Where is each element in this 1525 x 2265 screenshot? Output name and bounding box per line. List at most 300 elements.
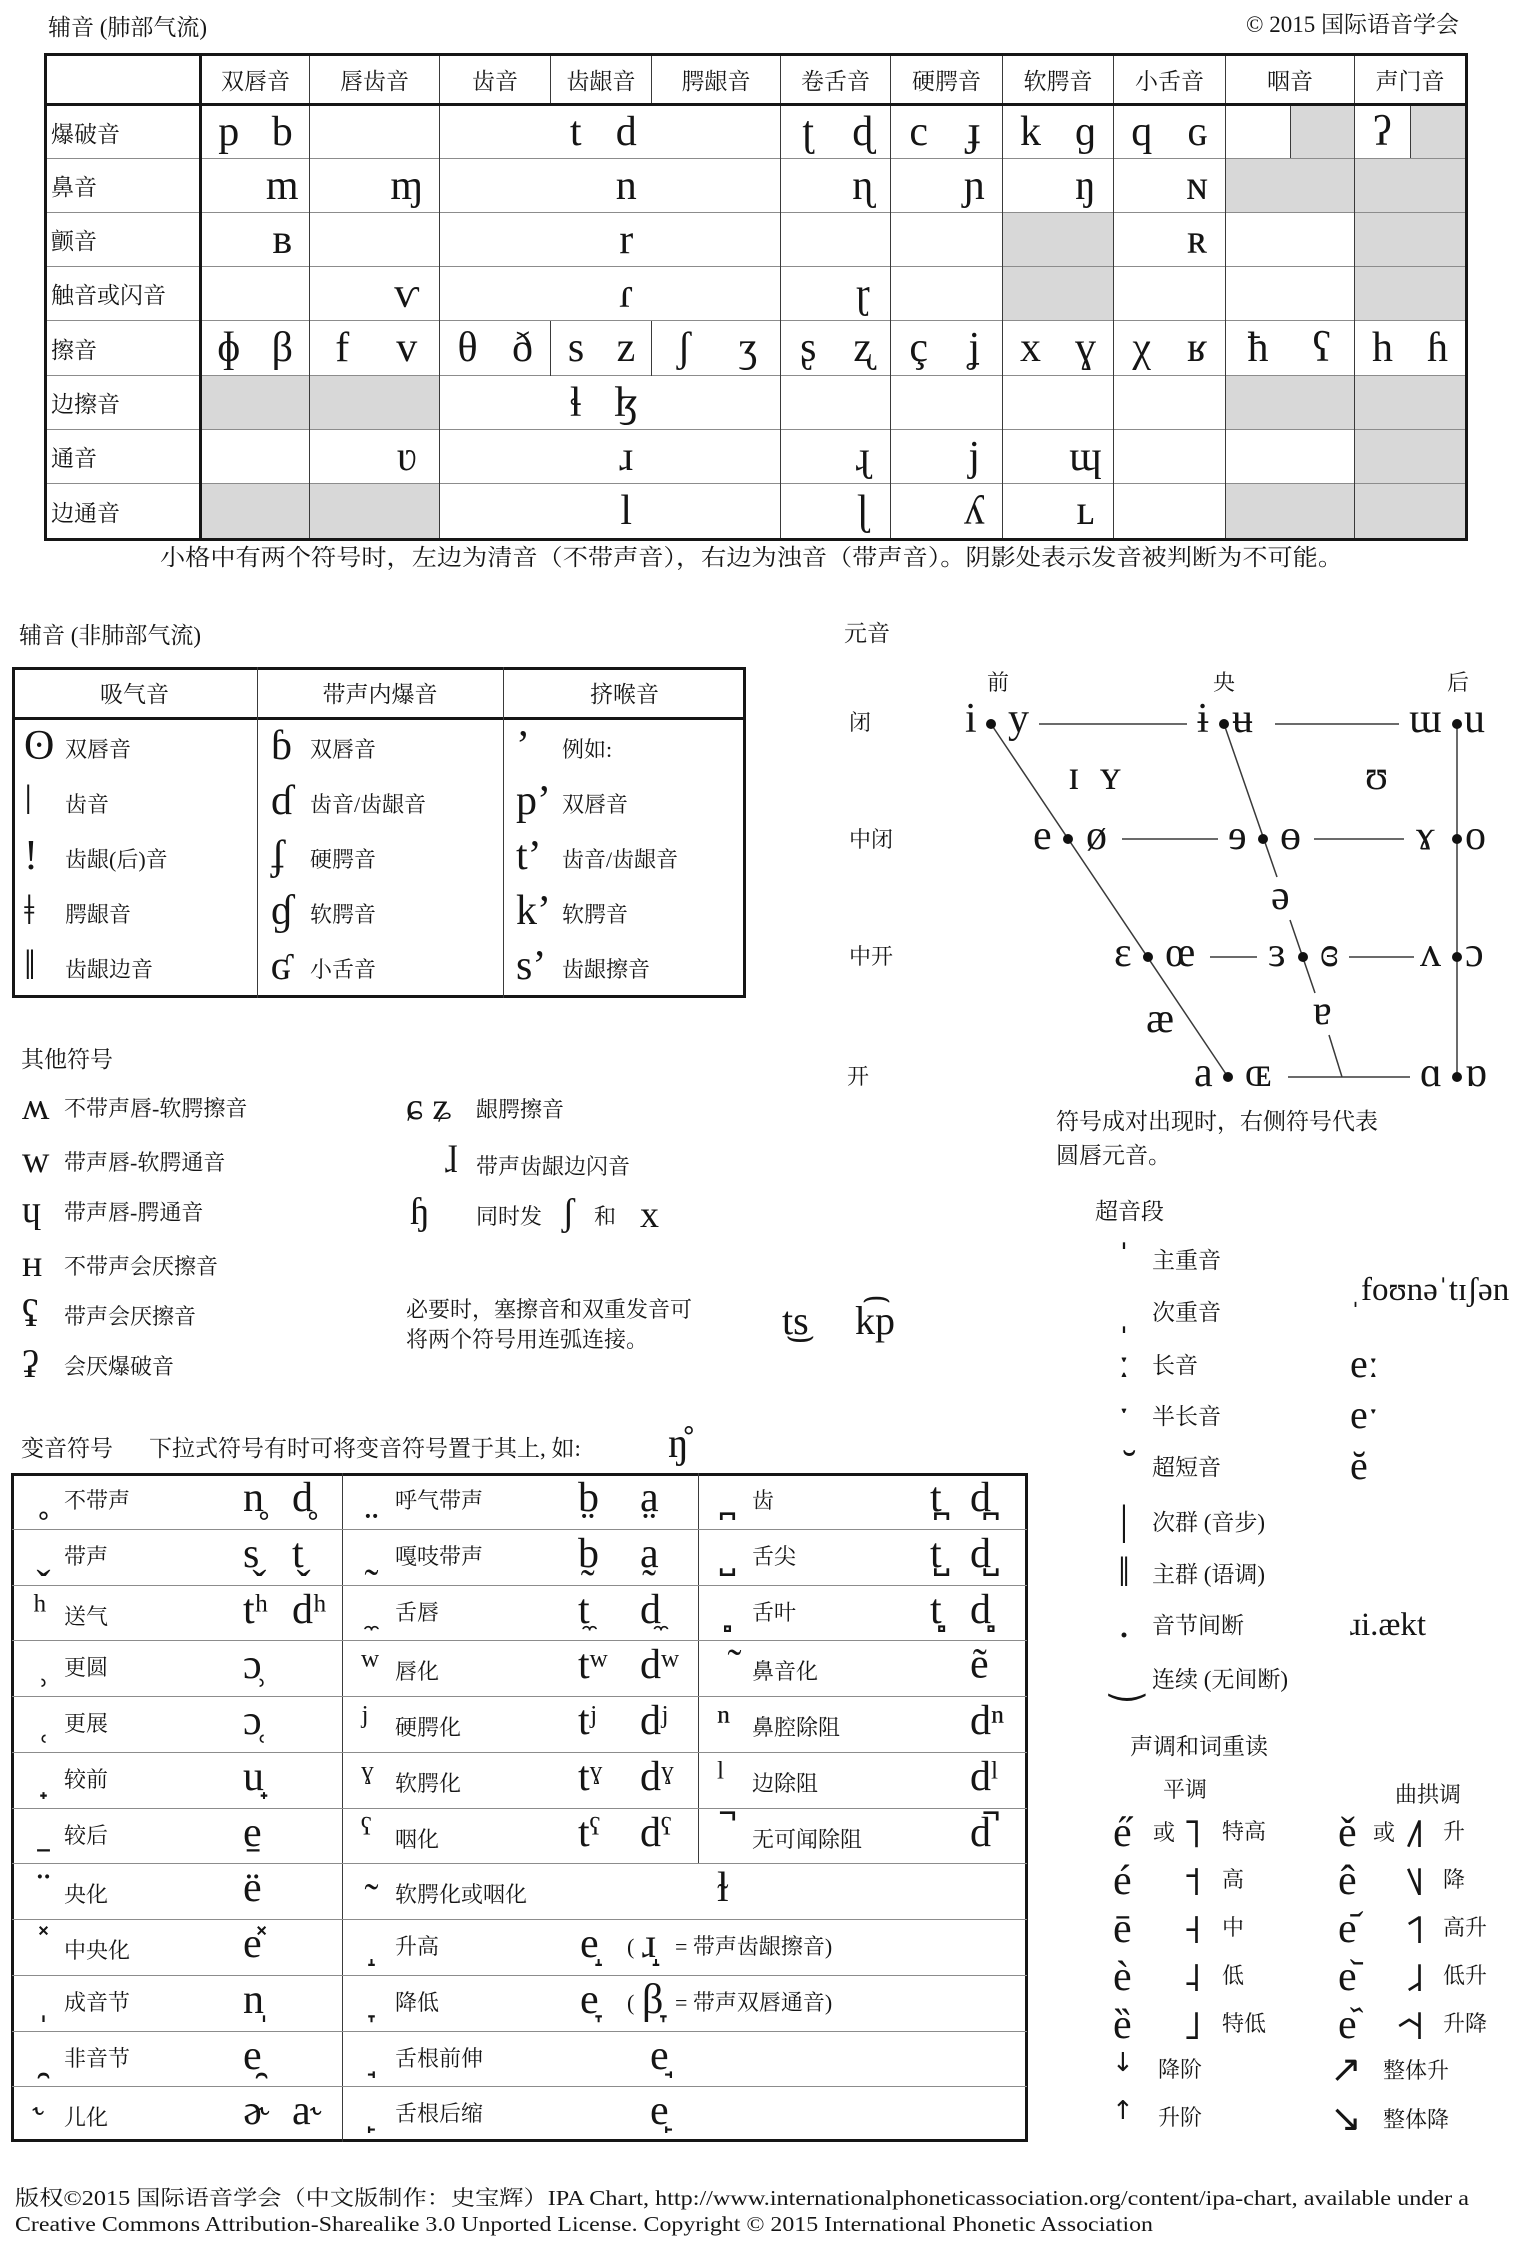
cell-halves — [1355, 430, 1465, 483]
non-pulmonic-label: 齿音 — [65, 792, 110, 817]
diacritic-example: b̤ — [578, 1475, 599, 1521]
non-pulmonic-symbol: ʄ — [271, 833, 285, 879]
cell-halves — [551, 321, 651, 375]
backness-label-back: 后 — [1447, 670, 1470, 695]
diacritic-example: a˞ — [292, 2088, 325, 2135]
non-pulmonic-label: 齿龈擦音 — [562, 957, 651, 982]
diacritic-mark: ̘ — [361, 2032, 372, 2079]
diacritic-mark: ̤ — [361, 1475, 372, 1521]
suprasegmental-mark: ˑ — [1118, 1392, 1130, 1438]
voiced-consonant: ɲ — [963, 162, 985, 209]
consonant-cell — [1003, 321, 1114, 376]
vowel-pair-dot — [1452, 719, 1462, 729]
voiceless-consonant — [1003, 430, 1058, 483]
column-divider — [698, 1473, 699, 1863]
impossible-articulation-cell — [1355, 484, 1467, 540]
diacritic-example: u̟ — [243, 1753, 264, 1800]
voiced-consonant — [495, 430, 550, 483]
tone-letter: ˦˥ — [1405, 1907, 1425, 1953]
voiced-consonant: ɦ — [1427, 325, 1448, 371]
cell-halves — [1226, 376, 1354, 429]
voiced-consonant — [256, 267, 310, 320]
diacritic-example: ɔ̜ — [243, 1698, 262, 1744]
voiceless-consonant: ʔ — [1372, 109, 1392, 155]
vowel-symbol: ɵ — [1280, 813, 1301, 859]
row-divider — [12, 1863, 1027, 1864]
diacritic-example: n̥ — [243, 1475, 264, 1521]
tone-letter: ˥˩ — [1405, 1859, 1425, 1905]
voiceless-consonant — [891, 376, 947, 429]
global-fall-arrow-icon: ↘ — [1330, 2096, 1362, 2140]
vowel-symbol: o — [1465, 813, 1486, 859]
manner-of-articulation-label: 颤音 — [46, 213, 201, 267]
vowel-symbol: ʏ — [1100, 753, 1121, 799]
diacritic-label: 舌根前伸 — [395, 2045, 484, 2071]
voiced-consonant: ɾ — [619, 270, 634, 317]
consonant-cell — [1226, 213, 1355, 267]
row-divider — [12, 2031, 1027, 2032]
suprasegmental-mark: ˌ — [1117, 1288, 1131, 1334]
vowel-symbol: ɘ — [1228, 813, 1247, 859]
vowel-symbol: ɞ — [1320, 930, 1339, 976]
cell-halves — [551, 430, 652, 483]
voiced-consonant: ɭ — [856, 488, 869, 534]
suprasegmental-label: 长音 — [1152, 1353, 1198, 1378]
cell-halves — [1114, 106, 1225, 158]
other-symbol-label: 龈腭擦音 — [476, 1097, 565, 1122]
voiced-consonant — [947, 213, 1003, 266]
tone-letter: ˧˦˧ — [1395, 2003, 1425, 2049]
voiceless-consonant — [652, 430, 716, 483]
consonant-cell — [652, 430, 781, 484]
non-pulmonic-label: 例如: — [562, 737, 613, 762]
voiceless-consonant — [652, 159, 716, 212]
cell-halves — [1355, 321, 1465, 375]
column-divider — [503, 667, 504, 998]
diacritic-label: 送气 — [64, 1603, 109, 1629]
tie-bar-example: t͜s — [782, 1298, 809, 1343]
voiceless-consonant — [1114, 159, 1170, 212]
impossible-articulation-cell — [1003, 267, 1114, 321]
cell-halves — [1355, 213, 1465, 266]
voiced-consonant — [1170, 267, 1226, 320]
cell-halves — [1355, 376, 1465, 429]
non-pulmonic-symbol: kʼ — [516, 888, 551, 934]
consonant-cell — [201, 159, 310, 213]
height-label-open: 开 — [847, 1064, 870, 1089]
row-divider — [12, 1529, 1027, 1530]
diacritic-mark: ʲ — [361, 1698, 368, 1744]
consonant-cell — [891, 105, 1003, 159]
manner-of-articulation-label: 触音或闪音 — [46, 267, 201, 321]
voiced-consonant — [375, 484, 440, 538]
consonant-cell — [310, 267, 440, 321]
diacritic-label: 嘎吱带声 — [395, 1543, 484, 1569]
non-pulmonic-symbol: ʼ — [516, 723, 530, 769]
voiceless-consonant — [440, 484, 495, 538]
voiceless-consonant — [202, 376, 256, 429]
voiceless-consonant: ç — [909, 325, 929, 371]
voiceless-consonant — [1114, 430, 1170, 483]
voiceless-consonant — [891, 430, 947, 483]
cell-halves — [202, 213, 309, 266]
diacritic-mark: ̠ — [33, 1809, 44, 1856]
voiced-consonant — [716, 376, 780, 429]
diacritic-example: t̻ — [930, 1586, 942, 1633]
voiceless-consonant: χ — [1132, 325, 1152, 371]
impossible-articulation-cell — [1355, 430, 1467, 484]
non-pulmonic-label: 腭龈音 — [65, 902, 132, 927]
cell-halves — [781, 213, 890, 266]
diacritic-mark: ̪ — [717, 1475, 728, 1521]
diacritic-mark: ̃ — [717, 1642, 728, 1689]
voiced-consonant: j — [968, 433, 981, 480]
diacritic-example: dʰ — [292, 1586, 327, 1633]
voiced-consonant — [716, 106, 780, 158]
voiceless-consonant — [781, 267, 836, 320]
consonant-cell — [891, 213, 1003, 267]
diacritic-example: d̪ — [970, 1475, 991, 1521]
voiced-consonant — [947, 376, 1003, 429]
voiceless-consonant — [1355, 376, 1410, 429]
voiceless-consonant — [1226, 213, 1290, 266]
voiced-consonant — [1170, 430, 1226, 483]
diacritic-mark: ̙ — [361, 2088, 372, 2135]
diacritic-label: 央化 — [64, 1882, 109, 1908]
other-symbols-title: 其他符号 — [21, 1047, 113, 1072]
voiceless-consonant — [551, 213, 602, 266]
vowel-symbol: y — [1008, 696, 1029, 742]
consonant-cell — [1114, 267, 1226, 321]
vowel-pair-dot — [1223, 1072, 1233, 1082]
vowel-trapezoid — [940, 690, 1520, 1100]
cell-halves — [1003, 213, 1113, 266]
cell-halves — [1226, 430, 1354, 483]
cell-halves — [652, 159, 781, 212]
cell-halves — [652, 484, 781, 538]
non-pulmonic-symbol: ǂ — [24, 888, 35, 934]
suprasegmental-label: 主群 (语调) — [1152, 1562, 1266, 1587]
footer-license-line: Creative Commons Attribution-Sharealike 3.0 Unported License. Copyright © 2015 International Phonetic Association — [15, 2212, 1153, 2236]
voiceless-consonant: s — [567, 325, 585, 371]
consonant-cell — [201, 430, 310, 484]
voiceless-consonant: θ — [457, 325, 478, 371]
voiceless-consonant — [202, 267, 256, 320]
voiced-consonant — [1290, 430, 1354, 483]
voiced-consonant: ɢ — [1187, 109, 1207, 155]
voiceless-consonant — [891, 159, 947, 212]
cell-halves — [891, 484, 1002, 538]
voiceless-consonant — [551, 267, 602, 320]
voiced-consonant — [1290, 267, 1354, 320]
diacritic-note-symbol: β̞ — [642, 1976, 664, 2023]
voiceless-consonant — [781, 376, 836, 429]
non-pulmonic-label: 双唇音 — [562, 792, 629, 817]
vowel-symbol: a — [1194, 1050, 1213, 1096]
vowel-symbol: ɔ — [1465, 930, 1484, 976]
other-symbol: ʢ — [22, 1293, 39, 1335]
voiced-consonant: ʒ — [738, 325, 758, 371]
diacritic-mark: ̝ — [361, 1921, 372, 1967]
cell-halves — [202, 484, 309, 538]
row-divider — [12, 1975, 1027, 1976]
non-pulmonic-column-header: 带声内爆音 — [322, 681, 438, 707]
voiceless-consonant — [551, 430, 602, 483]
tie-bar-note-line: 必要时，塞擦音和双重发音可 — [406, 1297, 693, 1322]
consonant-cell — [652, 267, 781, 321]
voiceless-consonant — [652, 376, 716, 429]
consonant-cell — [781, 267, 891, 321]
place-of-articulation-header: 双唇音 — [201, 55, 310, 105]
voiceless-consonant — [310, 430, 375, 483]
other-symbol-conjunction: 和 — [594, 1204, 617, 1229]
cell-halves — [652, 213, 781, 266]
cell-halves — [310, 213, 439, 266]
voiceless-consonant: q — [1131, 109, 1153, 155]
cell-halves — [1355, 106, 1465, 158]
place-header — [46, 55, 1467, 105]
consonant-cell — [551, 267, 652, 321]
manner-row — [46, 213, 1467, 267]
voiced-consonant: ʐ — [853, 325, 873, 371]
voiceless-consonant — [781, 430, 836, 483]
voiceless-consonant — [1226, 106, 1290, 158]
voiced-consonant — [716, 484, 780, 538]
voiceless-consonant — [652, 213, 716, 266]
other-symbol-label: 同时发 — [476, 1204, 543, 1229]
diacritic-mark: ̬ — [33, 1530, 44, 1577]
column-divider — [257, 667, 258, 998]
voiced-consonant — [375, 213, 440, 266]
tone-letter: ˩˨ — [1405, 1955, 1425, 2001]
voiceless-consonant — [1355, 267, 1410, 320]
cell-halves — [891, 106, 1002, 158]
voiced-consonant — [1410, 484, 1465, 538]
voiceless-consonant: ɸ — [217, 325, 241, 371]
voiced-consonant — [1410, 430, 1465, 483]
tone-example: e᷈ — [1338, 2002, 1357, 2048]
consonant-cell — [652, 321, 781, 376]
consonant-cell — [1003, 105, 1114, 159]
diacritic-label: 儿化 — [64, 2105, 109, 2131]
cell-halves — [202, 430, 309, 483]
voiced-consonant — [495, 106, 550, 158]
voiceless-consonant — [781, 484, 836, 538]
voiced-consonant — [836, 213, 891, 266]
non-pulmonic-symbol: ɗ — [271, 778, 292, 824]
consonant-cell — [1226, 267, 1355, 321]
place-of-articulation-header: 硬腭音 — [891, 55, 1003, 105]
diacritic-example: ɚ — [243, 2088, 270, 2135]
non-pulmonic-symbol: tʼ — [516, 833, 542, 879]
consonant-cell — [551, 213, 652, 267]
cell-halves — [310, 267, 439, 320]
consonant-cell — [1003, 430, 1114, 484]
voiceless-consonant — [1003, 376, 1058, 429]
downstep-arrow-icon: ↓ — [1112, 2048, 1134, 2078]
cell-halves — [891, 430, 1002, 483]
suprasegmental-mark: . — [1118, 1601, 1130, 1647]
non-pulmonic-label: 双唇音 — [65, 737, 132, 762]
place-of-articulation-header: 软腭音 — [1003, 55, 1114, 105]
consonant-cell — [1003, 376, 1114, 430]
voiced-consonant: ʙ — [272, 216, 293, 263]
diacritic-example: tˠ — [578, 1753, 602, 1800]
voiced-consonant — [716, 430, 780, 483]
cell-halves — [1003, 376, 1113, 429]
cell-halves — [1226, 321, 1354, 375]
consonant-cell — [201, 267, 310, 321]
voiced-consonant — [1410, 213, 1465, 266]
tone-letter: ˨ — [1182, 1955, 1202, 2001]
diacritic-label: 较前 — [64, 1766, 109, 1792]
diacritic-example: tʰ — [243, 1586, 269, 1633]
voiceless-consonant — [1003, 484, 1058, 538]
height-label-open-mid: 中开 — [849, 944, 894, 969]
cell-halves — [440, 159, 551, 212]
diacritic-label: 舌根后缩 — [395, 2101, 484, 2127]
other-symbol: w — [22, 1139, 50, 1181]
suprasegmental-label: 超短音 — [1152, 1455, 1221, 1480]
voiced-consonant — [1290, 159, 1354, 212]
cell-halves — [1355, 159, 1465, 212]
header-corner — [46, 55, 201, 105]
vowel-note-line: 圆唇元音。 — [1056, 1143, 1171, 1168]
diacritic-label: 软腭化 — [395, 1770, 462, 1796]
voiced-consonant: r — [619, 216, 634, 263]
cell-halves — [781, 106, 890, 158]
voiced-consonant: ʀ — [1187, 216, 1208, 263]
tie-bar-example: k͡p — [855, 1298, 895, 1343]
tone-label: 特低 — [1222, 2011, 1267, 2036]
diacritic-example: n̩ — [243, 1976, 264, 2023]
voiceless-consonant — [1003, 213, 1058, 266]
cell-halves — [440, 213, 551, 266]
manner-row — [46, 376, 1467, 430]
tone-example: è — [1113, 1954, 1132, 2000]
cell-halves — [310, 106, 439, 158]
consonant-cell — [551, 321, 652, 376]
voiced-consonant: ʝ — [968, 325, 981, 371]
vowel-symbol: ɒ — [1465, 1050, 1487, 1096]
cell-halves — [1003, 267, 1113, 320]
diacritic-label: 更展 — [64, 1711, 109, 1736]
cell-halves — [1003, 106, 1113, 158]
vowel-symbol: ø — [1086, 813, 1107, 859]
voiceless-consonant: ʃ — [677, 325, 691, 371]
cell-halves — [551, 159, 652, 212]
non-pulmonic-label: 齿音/齿龈音 — [310, 792, 427, 817]
impossible-articulation-cell — [1226, 376, 1355, 430]
diacritic-note-text: = 带声双唇通音) — [675, 1989, 833, 2015]
voiced-consonant — [1170, 484, 1226, 538]
diacritic-example: e̠ — [243, 1809, 262, 1856]
diacritic-example: a̰ — [640, 1530, 659, 1577]
consonant-cell — [1114, 484, 1226, 540]
backness-label-central: 央 — [1213, 670, 1236, 695]
tone-label: 低 — [1222, 1963, 1245, 1988]
voiced-consonant — [1410, 376, 1465, 429]
vowel-symbol: ɨ — [1197, 696, 1209, 742]
diacritic-example: dˤ — [640, 1809, 672, 1856]
diacritic-note-open: ( — [627, 1989, 635, 2015]
copyright-notice: © 2015 国际语音学会 — [1246, 12, 1459, 37]
non-pulmonic-label: 双唇音 — [310, 737, 377, 762]
consonant-cell — [781, 484, 891, 540]
voiced-consonant: β — [271, 325, 293, 371]
diacritic-mark: ̚ — [717, 1809, 728, 1856]
consonant-cell — [781, 430, 891, 484]
non-pulmonic-title: 辅音 (非肺部气流) — [19, 623, 202, 648]
diacritic-mark: ̽ — [33, 1921, 44, 1967]
voiced-consonant: n — [615, 162, 637, 209]
row-divider — [12, 1808, 1027, 1809]
non-pulmonic-symbol: ʛ — [271, 943, 291, 989]
voiced-consonant: m — [265, 162, 299, 209]
voiceless-consonant — [1114, 213, 1170, 266]
vowel-symbol: ʉ — [1232, 696, 1253, 742]
consonant-cell — [1003, 484, 1114, 540]
other-symbol: ɕ ʑ — [406, 1086, 452, 1128]
consonant-cell — [652, 213, 781, 267]
voiceless-consonant — [781, 159, 836, 212]
other-symbol-label: 带声会厌擦音 — [64, 1304, 197, 1329]
voiced-consonant: ɟ — [967, 109, 982, 155]
diacritic-example: e̙ — [650, 2088, 669, 2135]
tone-letter: ˥ — [1182, 1811, 1202, 1857]
diacritic-label: 软腭化或咽化 — [395, 1882, 528, 1908]
voiceless-consonant — [891, 213, 947, 266]
non-pulmonic-symbol: ʘ — [24, 723, 55, 769]
cell-halves — [1003, 430, 1113, 483]
suprasegmental-example: eː — [1350, 1341, 1379, 1386]
impossible-articulation-cell — [201, 484, 310, 540]
consonant-cell — [310, 213, 440, 267]
diacritic-label: 齿 — [752, 1488, 775, 1513]
tone-example: ȅ — [1113, 2002, 1132, 2048]
tone-example: é — [1113, 1858, 1132, 1904]
consonant-cell — [1114, 321, 1226, 376]
voiced-consonant: ʎ — [963, 488, 985, 534]
vowel-symbol: ɶ — [1245, 1050, 1272, 1096]
voiced-consonant — [375, 106, 440, 158]
voiced-consonant — [1290, 376, 1354, 429]
voiced-consonant: ɡ — [1075, 109, 1096, 155]
row-divider — [12, 2086, 1027, 2087]
global-pitch-label: 整体降 — [1383, 2107, 1450, 2132]
vowel-pair-dot — [1143, 952, 1153, 962]
consonant-cell — [1226, 430, 1355, 484]
diacritics-title: 变音符号 — [21, 1436, 113, 1461]
cell-halves — [1226, 267, 1354, 320]
consonant-cell — [310, 159, 440, 213]
row-divider — [12, 1640, 1027, 1641]
diacritic-label: 舌叶 — [752, 1599, 797, 1625]
voiceless-consonant: f — [335, 325, 350, 371]
consonant-cell — [551, 159, 652, 213]
voiced-consonant — [1410, 159, 1465, 212]
manner-of-articulation-label: 边通音 — [46, 484, 201, 540]
place-of-articulation-header: 声门音 — [1355, 55, 1467, 105]
level-tones-header: 平调 — [1163, 1777, 1208, 1802]
voiced-consonant: ʕ — [1312, 325, 1332, 371]
diacritic-label: 硬腭化 — [395, 1715, 462, 1740]
consonant-cell — [551, 376, 652, 430]
impossible-articulation-cell — [1355, 267, 1467, 321]
diacritic-example: tˤ — [578, 1809, 601, 1856]
place-of-articulation-header: 唇齿音 — [310, 55, 440, 105]
cell-halves — [310, 430, 439, 483]
